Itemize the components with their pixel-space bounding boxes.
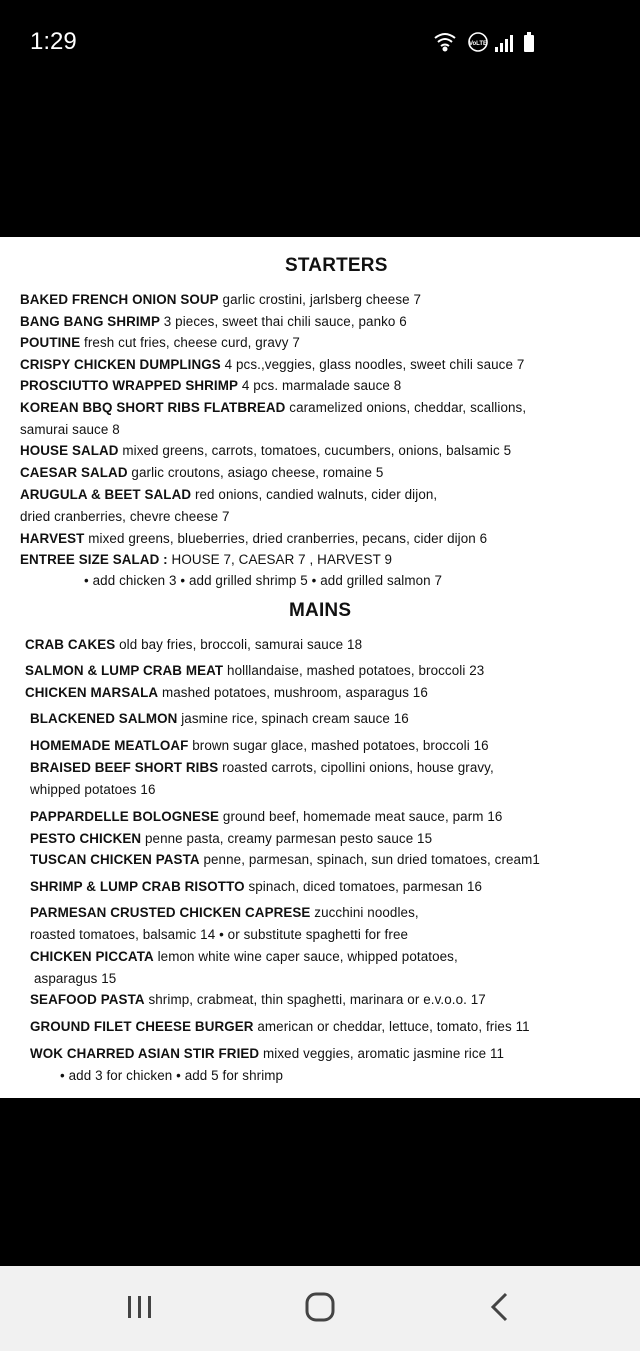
menu-item-description: old bay fries, broccoli, samurai sauce 18 [115,637,363,652]
menu-item-description: garlic crostini, jarlsberg cheese 7 [218,292,422,307]
menu-item [20,400,526,416]
menu-item-description: roasted carrots, cipollini onions, house gravy, [218,760,494,775]
menu-item [20,509,230,525]
volte-icon [469,33,487,51]
menu-item-description: • add chicken 3 • add grilled shrimp 5 • add grilled salmon 7 [84,573,443,588]
mains-title: MAINS [289,600,352,621]
menu-item [20,487,437,503]
menu-item-description: penne pasta, creamy parmesan pesto sauce 15 [141,831,433,846]
menu-item [20,335,300,351]
menu-item [20,422,120,438]
menu-item-description: american or cheddar, lettuce, tomato, fries 11 [253,1019,530,1034]
menu-item [30,782,156,798]
menu-item-name: KOREAN BBQ SHORT RIBS FLATBREAD [20,400,286,415]
starters-title: STARTERS [285,255,388,276]
back-icon[interactable] [476,1288,524,1328]
menu-item-name: CRAB CAKES [25,637,116,652]
menu-item [20,531,487,547]
menu-item-description: fresh cut fries, cheese curd, gravy 7 [80,335,300,350]
menu-item [30,905,419,921]
menu-image [0,237,640,1098]
menu-item-description: zucchini noodles, [310,905,419,920]
menu-item-description: dried cranberries, chevre cheese 7 [20,509,230,524]
menu-item [30,949,458,965]
menu-item [30,831,432,847]
status-icons [433,30,545,54]
menu-item-name: SHRIMP & LUMP CRAB RISOTTO [30,879,245,894]
menu-item [20,552,392,568]
menu-item-name: ENTREE SIZE SALAD : [20,552,168,567]
menu-item-name: PESTO CHICKEN [30,831,142,846]
menu-item [30,852,540,868]
menu-item [25,685,428,701]
menu-item-description: HOUSE 7, CAESAR 7 , HARVEST 9 [167,552,393,567]
wifi-icon [435,34,455,51]
menu-item-description: red onions, candied walnuts, cider dijon, [191,487,438,502]
status-time: 1:29 [30,28,77,55]
menu-item-description: brown sugar glace, mashed potatoes, broccoli 16 [188,738,489,753]
menu-item [30,711,409,727]
menu-item-description: 4 pcs. marmalade sauce 8 [238,378,402,393]
menu-item-description: • add 3 for chicken • add 5 for shrimp [60,1068,284,1083]
menu-item-name: GROUND FILET CHEESE BURGER [30,1019,254,1034]
battery-icon [524,32,534,52]
menu-item-description: holllandaise, mashed potatoes, broccoli 23 [223,663,485,678]
menu-item [20,292,421,308]
menu-item-name: CHICKEN MARSALA [25,685,159,700]
menu-item-name: BRAISED BEEF SHORT RIBS [30,760,219,775]
menu-item [30,760,494,776]
menu-item-description: jasmine rice, spinach cream sauce 16 [177,711,409,726]
menu-item-description: asparagus 15 [34,971,117,986]
recent-apps-icon[interactable] [116,1288,164,1328]
menu-item-name: HOUSE SALAD [20,443,119,458]
menu-item [30,738,489,754]
menu-item-name: BLACKENED SALMON [30,711,178,726]
home-icon[interactable] [296,1288,344,1328]
menu-item-description: whipped potatoes 16 [30,782,156,797]
menu-item-name: HARVEST [20,531,85,546]
menu-item [30,809,502,825]
menu-item-name: TUSCAN CHICKEN PASTA [30,852,200,867]
menu-item-name: PARMESAN CRUSTED CHICKEN CAPRESE [30,905,311,920]
menu-item [60,1068,283,1084]
menu-item-name: PAPPARDELLE BOLOGNESE [30,809,220,824]
menu-item-name: PROSCIUTTO WRAPPED SHRIMP [20,378,239,393]
signal-icon [495,35,513,52]
menu-item-description: roasted tomatoes, balsamic 14 • or substitute spaghetti for free [30,927,409,942]
menu-item-description: mixed veggies, aromatic jasmine rice 11 [259,1046,505,1061]
menu-item [25,663,484,679]
menu-item [20,314,407,330]
menu-item [30,927,408,943]
menu-item [20,378,401,394]
menu-item-description: caramelized onions, cheddar, scallions, [285,400,527,415]
menu-item-description: ground beef, homemade meat sauce, parm 16 [219,809,503,824]
menu-item [34,971,116,987]
menu-item-description: samurai sauce 8 [20,422,120,437]
menu-item [20,465,383,481]
menu-item-description: spinach, diced tomatoes, parmesan 16 [244,879,483,894]
menu-item-name: HOMEMADE MEATLOAF [30,738,189,753]
menu-item [30,1019,530,1035]
menu-item-name: CAESAR SALAD [20,465,128,480]
menu-item-description: 3 pieces, sweet thai chili sauce, panko 6 [159,314,407,329]
navigation-bar [0,1266,640,1351]
menu-item-description: mixed greens, blueberries, dried cranberries, pecans, cider dijon 6 [84,531,488,546]
volte-label: VoLTE [468,41,488,47]
menu-item-name: SEAFOOD PASTA [30,992,145,1007]
menu-item [30,992,486,1008]
menu-item-name: POUTINE [20,335,81,350]
menu-item-name: SALMON & LUMP CRAB MEAT [25,663,224,678]
menu-item [20,357,524,373]
menu-item-name: CRISPY CHICKEN DUMPLINGS [20,357,221,372]
menu-item-description: shrimp, crabmeat, thin spaghetti, marinara or e.v.o.o. 17 [144,992,486,1007]
menu-item-description: penne, parmesan, spinach, sun dried tomatoes, cream1 [199,852,540,867]
menu-item [20,443,511,459]
menu-item [30,879,482,895]
menu-item-name: CHICKEN PICCATA [30,949,154,964]
status-bar [0,0,640,90]
menu-item-name: ARUGULA & BEET SALAD [20,487,192,502]
menu-item-name: BAKED FRENCH ONION SOUP [20,292,219,307]
menu-item [84,573,442,589]
menu-item [30,1046,504,1062]
menu-item [25,637,362,653]
menu-item-name: WOK CHARRED ASIAN STIR FRIED [30,1046,260,1061]
menu-item-description: garlic croutons, asiago cheese, romaine 5 [127,465,384,480]
menu-item-description: lemon white wine caper sauce, whipped potatoes, [153,949,458,964]
menu-item-description: mixed greens, carrots, tomatoes, cucumbers, onions, balsamic 5 [118,443,512,458]
menu-item-description: mashed potatoes, mushroom, asparagus 16 [158,685,428,700]
menu-item-description: 4 pcs.,veggies, glass noodles, sweet chili sauce 7 [220,357,525,372]
menu-item-name: BANG BANG SHRIMP [20,314,160,329]
